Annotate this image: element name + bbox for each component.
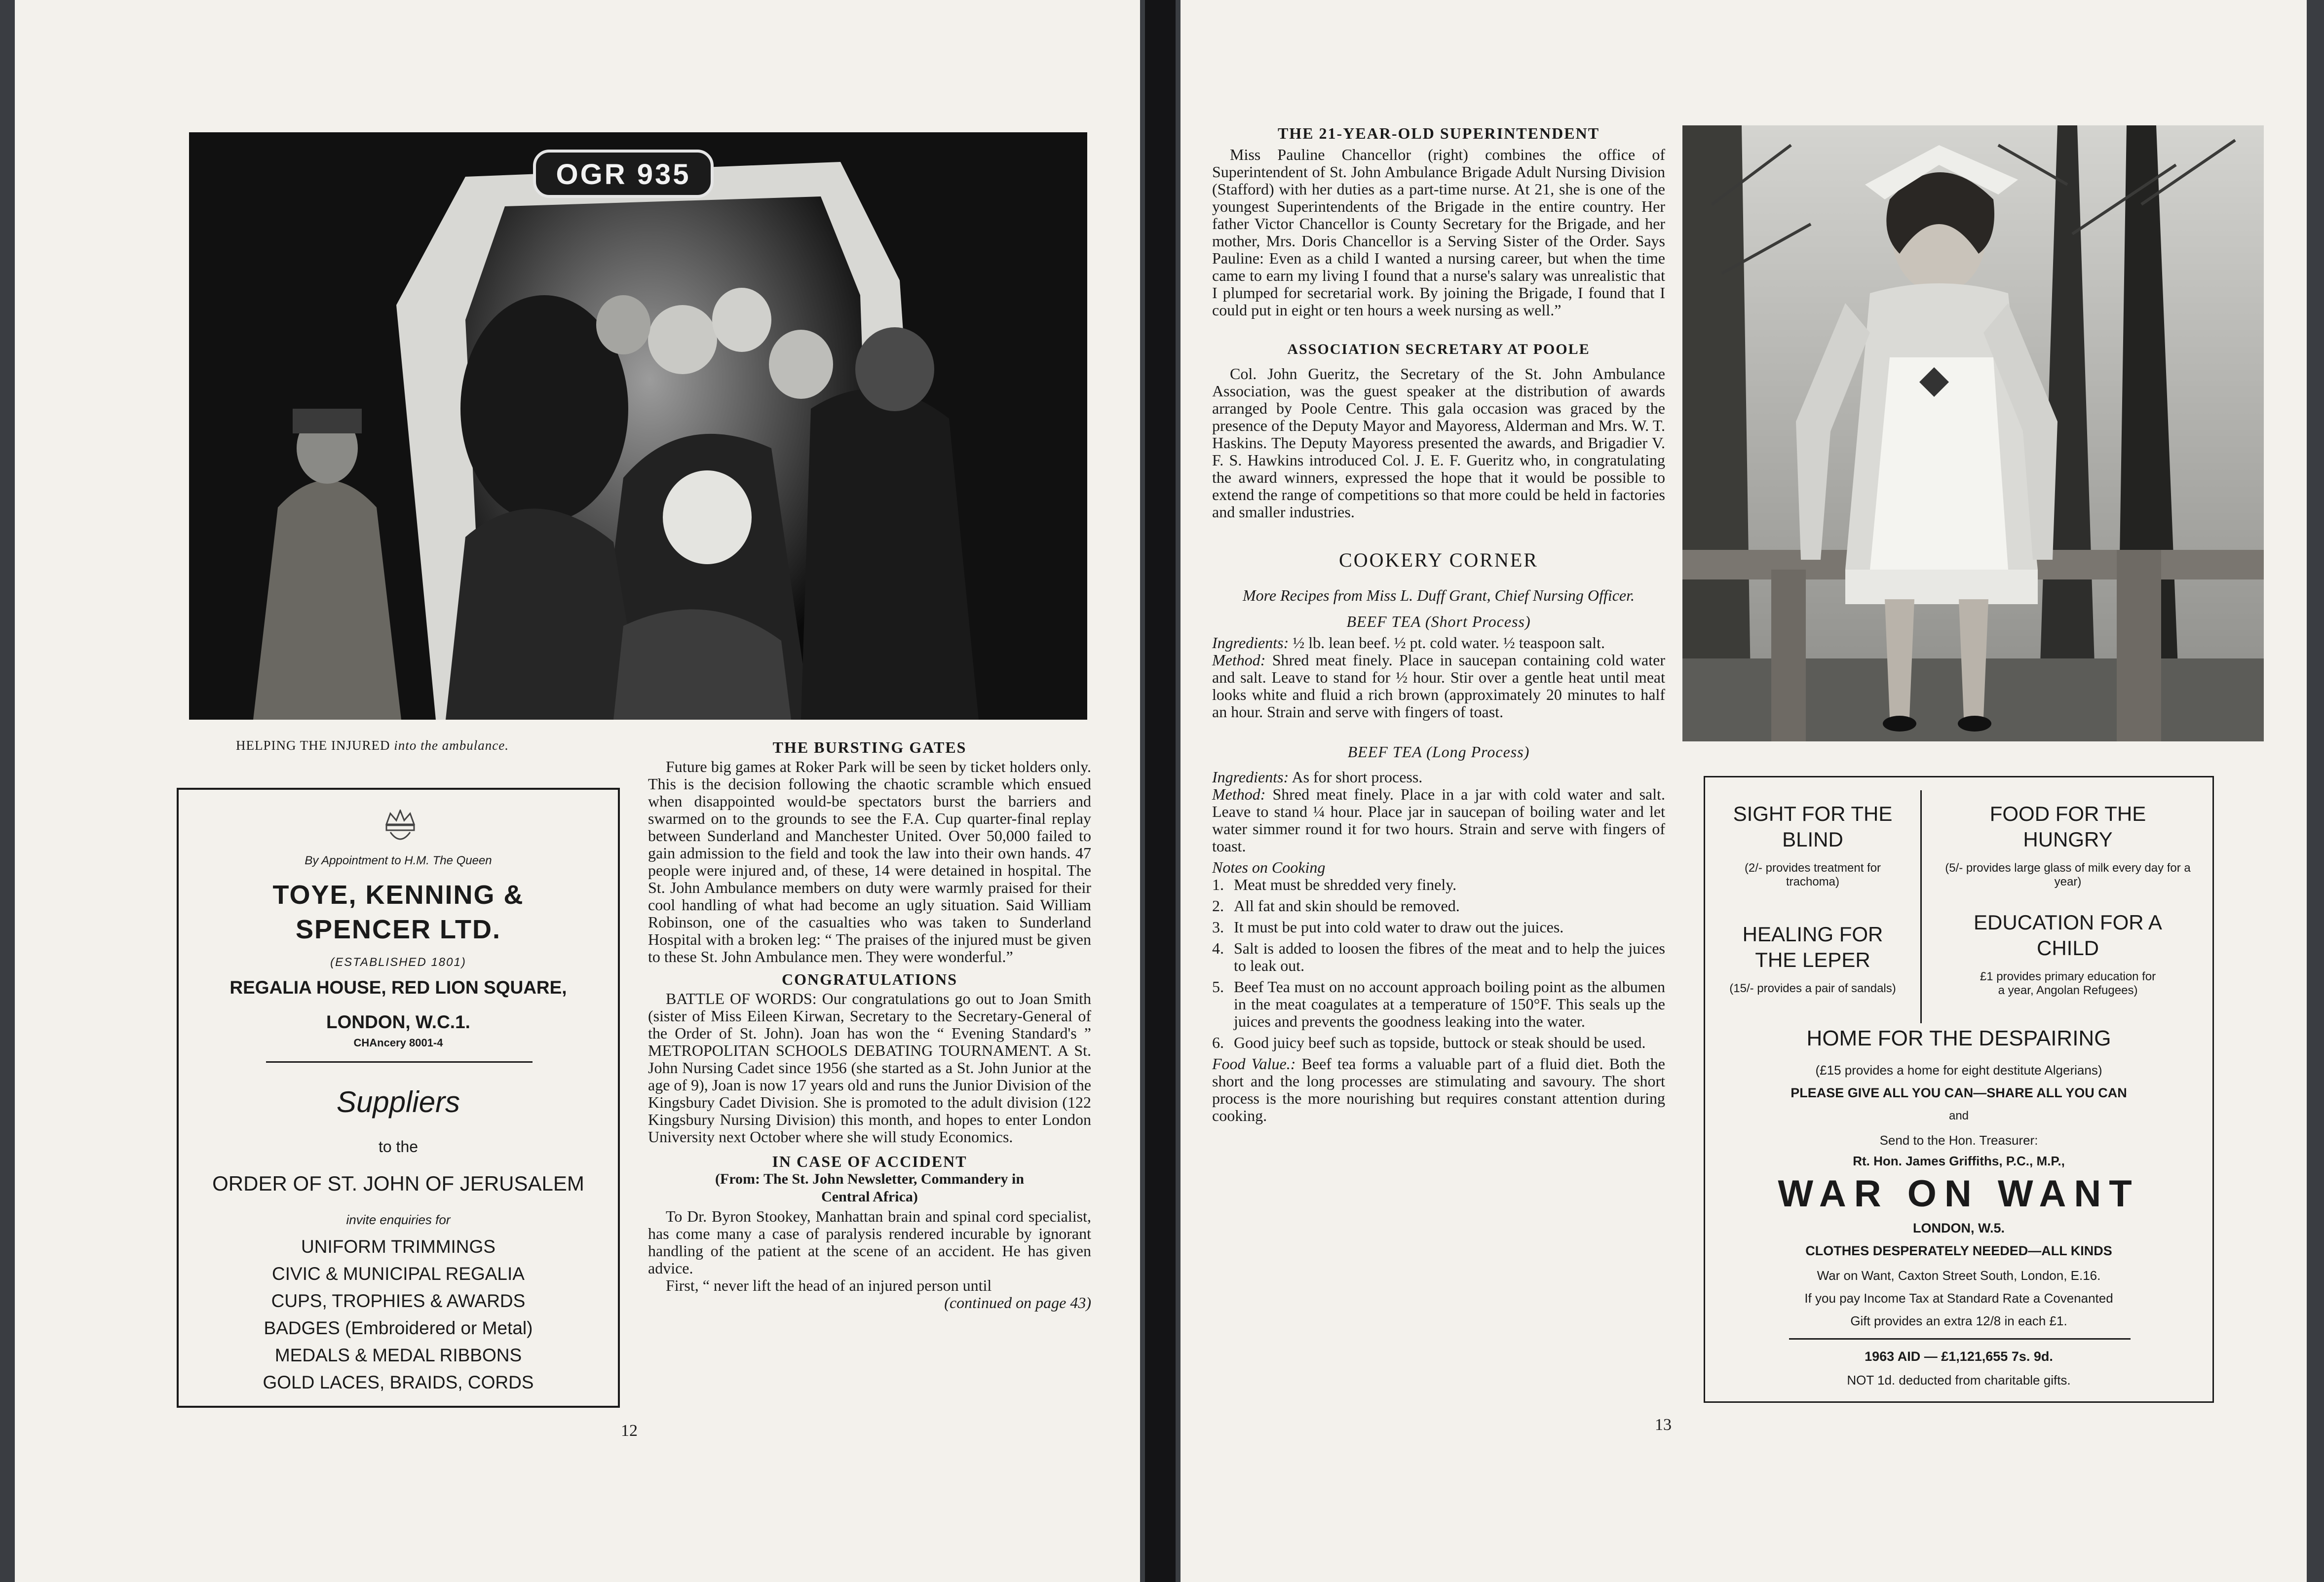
ambulance-photo	[189, 132, 1087, 720]
advert-item: CUPS, TROPHIES & AWARDS	[271, 1291, 526, 1311]
cookery-intro: More Recipes from Miss L. Duff Grant, Chief Nursing Officer.	[1242, 586, 1635, 604]
accident-subheading-1: (From: The St. John Newsletter, Commandery in	[715, 1171, 1025, 1187]
organisation-name: WAR ON WANT	[1778, 1173, 2140, 1215]
note-item	[1212, 876, 1665, 893]
note-number: 2.	[1212, 897, 1224, 915]
please-give: PLEASE GIVE ALL YOU CAN—SHARE ALL YOU CAN	[1791, 1085, 2127, 1100]
accident-body-1: To Dr. Byron Stookey, Manhattan brain and spinal cord specialist, has come many a case of paralysis rendered incurable by ignorant handling of the patient at the scene of an accident. He has given advice.	[648, 1207, 1091, 1277]
note-number: 6.	[1212, 1034, 1224, 1051]
advert-item: UNIFORM TRIMMINGS	[301, 1236, 495, 1257]
page-number-right: 13	[1655, 1416, 1672, 1434]
advert-item: GOLD LACES, BRAIDS, CORDS	[263, 1372, 534, 1392]
congratulations-body: BATTLE OF WORDS: Our congratulations go out to Joan Smith (sister of Miss Eileen Kirwan, Secretary to the Secretary-General of the Order of St. John). Joan has won the “ Evening Standard's ” METROPOLITAN SCHOOLS DEBATING TOURNAMENT. A St. John Nursing Cadet since 1956 (she started as a St. John Junior at the age of 9), Joan is now 17 years old and runs the Junior Division of the Kingsbury Cadet Division. She is promoted to the adult division (122 Kingsbury Nursing Division) this month, and hopes to enter London University next October where she will study Economics.	[648, 990, 1091, 1146]
education-block	[1922, 910, 2214, 998]
sight-title: SIGHT FOR THE BLIND	[1733, 802, 1893, 851]
food-text: (5/- provides large glass of milk every day for a year)	[1945, 861, 2191, 888]
poole-heading: ASSOCIATION SECRETARY AT POOLE	[1287, 341, 1590, 357]
advert-items-list	[179, 1233, 618, 1396]
poole-body: Col. John Gueritz, the Secretary of the St. John Ambulance Association, was the guest speaker at the distribution of awards arranged by Poole Centre. This gala occasion was graced by the presence of the Deputy Mayor and Mayoress, Alderman and Mrs. W. T. Haskins. The Deputy Mayoress presented the awards, and Brigadier V. F. S. Hawkins introduced Col. J. E. F. Gueritz who, in congratulating the award winners, expressed the hope that it would be possible to extend the range of competitions so that more could be held in factories and smaller industries.	[1212, 365, 1665, 521]
nurse-photo-scene	[1682, 125, 2264, 741]
long-method-text: Shred meat finely. Place in a jar with cold water and salt. Leave to stand ¼ hour. Place jar in saucepan of boiling water and let water simmer round it for two hours. Strain and serve with fingers of toast.	[1212, 785, 1666, 855]
book-spine	[1145, 0, 1176, 1582]
cookery-heading: COOKERY CORNER	[1339, 549, 1538, 571]
accident-body-2: First, “ never lift the head of an injured person until	[666, 1276, 992, 1294]
note-item	[1212, 919, 1665, 936]
superintendent-body: Miss Pauline Chancellor (right) combines the office of Superintendent of St. John Ambulance Brigade Adult Nursing Division (Stafford) with her duties as a part-time nurse. At 21, she is one of the youngest Superintendents of the Brigade in the entire country. Her father Victor Chancellor is County Secretary for the Brigade, and her mother, Mrs. Doris Chancellor is a Serving Sister of the Order. Says Pauline: Even as a child I wanted a nursing career, but when the time came to earn my living I found that a nurse's salary was unrealistic that I plumped for secretarial work. By joining the Brigade, I found that I could put in eight or ten hours a week nursing as well.”	[1212, 146, 1665, 319]
long-method	[1212, 786, 1665, 855]
left-page	[15, 0, 1140, 1582]
notes-title: Notes on Cooking	[1212, 858, 1326, 876]
ambulance-photo-scene	[189, 132, 1087, 720]
note-item	[1212, 940, 1665, 974]
tax-line-2: Gift provides an extra 12/8 in each £1.	[1850, 1313, 2067, 1328]
caption-rest: into the ambulance.	[394, 738, 509, 753]
note-number: 4.	[1212, 939, 1224, 957]
education-title: EDUCATION FOR A CHILD	[1974, 911, 2162, 960]
war-on-want-advert	[1704, 776, 2214, 1403]
clothes-needed: CLOTHES DESPERATELY NEEDED—ALL KINDS	[1805, 1243, 2112, 1258]
note-number: 3.	[1212, 918, 1224, 936]
short-method-text: Shred meat finely. Place in saucepan containing cold water and salt. Leave to stand for ½ hour. Stir over a gentle heat until meat looks white and fluid a rich brown (approximately 20 minutes to half an hour. Strain and serve with fingers of toast.	[1212, 651, 1666, 721]
company-line1: TOYE, KENNING &	[272, 880, 524, 910]
superintendent-heading: THE 21-YEAR-OLD SUPERINTENDENT	[1277, 124, 1600, 142]
long-method-label: Method:	[1212, 785, 1266, 803]
leper-block	[1705, 922, 1920, 996]
accident-subheading-2: Central Africa)	[821, 1189, 918, 1205]
food-value	[1212, 1055, 1665, 1124]
short-method-label: Method:	[1212, 651, 1266, 669]
bursting-gates-body: Future big games at Roker Park will be seen by ticket holders only. This is the decision following the chaotic scramble which ensued when disappointed would-be spectators burst the barriers and swarmed on to the grounds to see the F.A. Cup quarter-final replay between Sunderland and Manchester United. Over 50,000 failed to gain admission to the field and took the law into their own hands. 47 people were injured and, of these, 14 were detained in hospital. The St. John Ambulance members on duty were warmly praised for their cool handling of what had become an ugly situation. Said William Robinson, one of the casualties who was taken to Sunderland Hospital with a broken leg: “ The praises of the injured must be given to these St. John Ambulance men. They were wonderful.”	[648, 758, 1091, 965]
note-item	[1212, 978, 1665, 1030]
toye-kenning-advert	[177, 788, 620, 1408]
long-ingredients-label: Ingredients:	[1212, 768, 1289, 786]
food-value-text: Beef tea forms a valuable part of a fluid diet. Both the short and the long processes are stimulating and savoury. The short process is the more nourishing but requires constant attention during cooking.	[1212, 1055, 1666, 1124]
leper-title: HEALING FOR THE LEPER	[1742, 923, 1883, 971]
aid-total: 1963 AID — £1,121,655 7s. 9d.	[1865, 1349, 2053, 1364]
page-number-left: 12	[621, 1422, 638, 1440]
notes-list	[1212, 876, 1665, 1051]
charity-address: War on Want, Caxton Street South, London, E.16.	[1817, 1268, 2101, 1283]
note-item	[1212, 897, 1665, 915]
long-ingredients	[1212, 769, 1665, 786]
note-number: 5.	[1212, 978, 1224, 996]
tax-line-1: If you pay Income Tax at Standard Rate a Covenanted	[1804, 1291, 2113, 1306]
note-text: Beef Tea must on no account approach boiling point as the albumen in the meat coagulates at a temperature of 150°F. This seals up the juices and prevents the goodness leaking into the water.	[1234, 978, 1665, 1030]
address-line1: REGALIA HOUSE, RED LION SQUARE,	[229, 977, 567, 998]
bursting-gates-heading: THE BURSTING GATES	[772, 738, 967, 756]
note-text: It must be put into cold water to draw out the juices.	[1234, 918, 1564, 936]
short-method	[1212, 652, 1665, 721]
caption-lead: HELPING THE INJURED	[236, 738, 390, 753]
note-text: Meat must be shredded very finely.	[1234, 876, 1457, 893]
note-number: 1.	[1212, 876, 1224, 893]
to-the-text: to the	[378, 1138, 419, 1156]
send-to: Send to the Hon. Treasurer:	[1879, 1133, 2038, 1148]
congratulations-heading: CONGRATULATIONS	[782, 970, 957, 988]
organisation-city: LONDON, W.5.	[1912, 1221, 2005, 1235]
and-text: and	[1948, 1109, 1969, 1122]
established-text: (ESTABLISHED 1801)	[330, 956, 466, 969]
left-text-column	[648, 738, 1091, 1312]
right-text-column	[1212, 124, 1665, 1124]
short-ingredients-label: Ingredients:	[1212, 634, 1289, 652]
leper-text: (15/- provides a pair of sandals)	[1729, 982, 1896, 995]
food-block	[1922, 801, 2214, 889]
company-line2: SPENCER LTD.	[295, 915, 501, 944]
beef-tea-short-title: BEEF TEA (Short Process)	[1346, 613, 1531, 630]
right-page	[1181, 0, 2307, 1582]
food-value-label: Food Value.:	[1212, 1055, 1296, 1073]
invite-text: invite enquiries for	[346, 1212, 451, 1227]
food-title: FOOD FOR THE HUNGRY	[1989, 802, 2146, 851]
long-ingredients-text: As for short process.	[1292, 768, 1423, 786]
note-text: Salt is added to loosen the fibres of the meat and to help the juices to leak out.	[1234, 939, 1665, 974]
advert-divider	[266, 1061, 533, 1063]
address-line2: LONDON, W.C.1.	[326, 1012, 470, 1032]
phone-number: CHAncery 8001-4	[353, 1037, 443, 1049]
home-title: HOME FOR THE DESPAIRING	[1806, 1026, 2111, 1050]
order-name: ORDER OF ST. JOHN OF JERUSALEM	[212, 1172, 584, 1195]
suppliers-heading: Suppliers	[336, 1085, 460, 1119]
advert-item: BADGES (Embroidered or Metal)	[264, 1318, 533, 1338]
note-text: All fat and skin should be removed.	[1234, 897, 1460, 915]
home-text: (£15 provides a home for eight destitute Algerians)	[1815, 1063, 2102, 1078]
advert-item: MEDALS & MEDAL RIBBONS	[274, 1345, 522, 1365]
sight-text: (2/- provides treatment for trachoma)	[1744, 861, 1881, 888]
royal-crest-icon	[381, 810, 420, 846]
beef-tea-long-title: BEEF TEA (Long Process)	[1347, 743, 1530, 761]
short-ingredients	[1212, 634, 1665, 652]
education-text: £1 provides primary education for a year, Angolan Refugees)	[1980, 970, 2156, 997]
short-ingredients-text: ½ lb. lean beef. ½ pt. cold water. ½ teaspoon salt.	[1293, 634, 1605, 652]
appointment-text: By Appointment to H.M. The Queen	[305, 854, 492, 867]
sight-block	[1705, 801, 1920, 889]
note-text: Good juicy beef such as topside, buttock or steak should be used.	[1234, 1034, 1646, 1051]
note-item	[1212, 1034, 1665, 1051]
not-deducted: NOT 1d. deducted from charitable gifts.	[1847, 1373, 2071, 1388]
nurse-photo	[1682, 125, 2264, 741]
accident-heading: IN CASE OF ACCIDENT	[772, 1153, 967, 1170]
treasurer: Rt. Hon. James Griffiths, P.C., M.P.,	[1853, 1154, 2065, 1168]
advert-rule	[1789, 1338, 2131, 1340]
advert-item: CIVIC & MUNICIPAL REGALIA	[272, 1264, 525, 1284]
licence-plate: OGR 935	[556, 158, 691, 191]
continued-note: (continued on page 43)	[944, 1294, 1091, 1312]
